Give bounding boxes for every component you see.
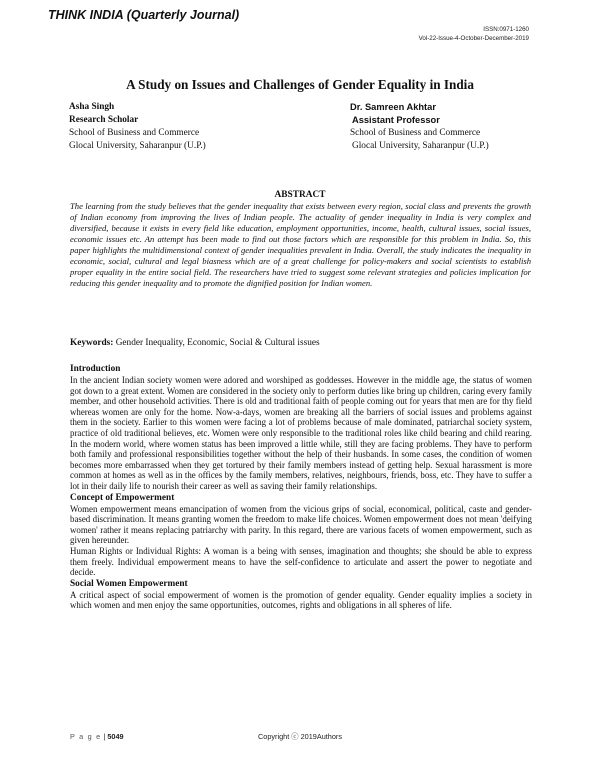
keywords-text: Gender Inequality, Economic, Social & Cultural issues — [113, 338, 320, 348]
paragraph-empowerment: Women empowerment means emancipation of women from the vicious grips of social, economical, political, caste and gender-based discrimination. It means granting women the freedom to make life choices. Women empowerment does not mean 'deifying women' rather it means replacing patriarchy with parity. In this regard, there are various facets of women empowerment, such as given hereunder. — [70, 503, 532, 546]
paragraph-social: A critical aspect of social empowerment of women is the promotion of gender equality. Gender equality implies a society in which women and men enjoy the same opportunities, outcomes, rights and obligations in all spheres of life. — [70, 589, 532, 611]
keywords — [70, 338, 320, 348]
footer-separator: | — [101, 732, 108, 741]
page-number: 5049 — [107, 732, 124, 741]
section-heading-social: Social Women Empowerment — [70, 578, 188, 589]
abstract-heading: ABSTRACT — [274, 190, 326, 200]
journal-title: THINK INDIA (Quarterly Journal) — [48, 8, 240, 22]
author-name: Asha Singh — [69, 102, 115, 112]
page-label: P a g e — [70, 732, 102, 741]
paper-title: A Study on Issues and Challenges of Gender Equality in India — [126, 77, 474, 92]
copyright: Copyright ⓒ 2019Authors — [258, 732, 342, 741]
volume-issue: Vol-22-Issue-4-October-December-2019 — [418, 34, 529, 42]
abstract-text: The learning from the study believes that the gender inequality that exists between every region, social class and prevents the growth of Indian economy from improving the lives of Indian people. The actuality of gender inequality in India is very complex and diversified, because it exists in every field like education, employment opportunities, income, health, cultural issues, social issues, economic issues etc. An attempt has been made to find out those factors which are responsible for this problem in India. So, this paper highlights the multidimensional context of gender inequalities prevalent in India. Overall, the study indicates the inequality in economic, social, cultural and legal biasness which are of a great challenge for policy-makers and social scientists to establish proper equality in the entire social field. The researchers have tried to suggest some relevant strategies and policies implication for reducing this gender inequality and to promote the dignified position for Indian women. — [70, 201, 531, 288]
author-block-2 — [350, 101, 489, 153]
author-department: School of Business and Commerce — [350, 128, 481, 138]
author-institution: Glocal University, Saharanpur (U.P.) — [352, 141, 489, 151]
body-text — [70, 363, 532, 611]
author-role: Assistant Professor — [352, 115, 440, 125]
paragraph-introduction: In the ancient Indian society women were adored and worshiped as goddesses. However in the middle age, the status of women got down to a great extent. Women are considered in the society only to perform duties like bring up children, caring every family member, and other household activities. There is old and traditional faith of people coming out for years that men are for thy field whereas women are only for the home. Now-a-days, women are breaking all the barriers of social issues and problems against them in the society. Earlier to this women were facing a lot of problems because of male dominated, patriarchal society system, practice of old traditional believes, etc. Women were only responsible to the traditional roles like child bearing and child rearing. In the modern world, where women status has been improved a little while, still they are facing problems. They have to perform both family and professional responsibilities together without the help of their husbands. In some cases, the condition of women becomes more embarrassed when they get tortured by their family members instead of getting help. Sexual harassment is more common at homes as well as in the offices by the family members, relatives, neighbours, friends, boss, etc. They have to suffer a lot in their daily life to nourish their career as well as saving their family relationships. — [70, 375, 532, 491]
author-institution: Glocal University, Saharanpur (U.P.) — [69, 141, 206, 151]
keywords-label: Keywords: — [70, 338, 114, 348]
author-block-1 — [69, 101, 206, 153]
author-name: Dr. Samreen Akhtar — [350, 102, 436, 112]
section-heading-introduction: Introduction — [70, 364, 121, 374]
issn-number: ISSN:0971-1260 — [483, 26, 529, 33]
section-heading-empowerment: Concept of Empowerment — [70, 492, 175, 503]
author-role: Research Scholar — [69, 115, 139, 125]
issn-block — [419, 26, 529, 43]
paragraph-human-rights: Human Rights or Individual Rights: A woman is a being with senses, imagination and thoughts; she should be able to express them freely. Individual empowerment means to have the self-confidence to articulate and assert the power to negotiate and decide. — [70, 545, 532, 578]
author-department: School of Business and Commerce — [69, 128, 200, 138]
